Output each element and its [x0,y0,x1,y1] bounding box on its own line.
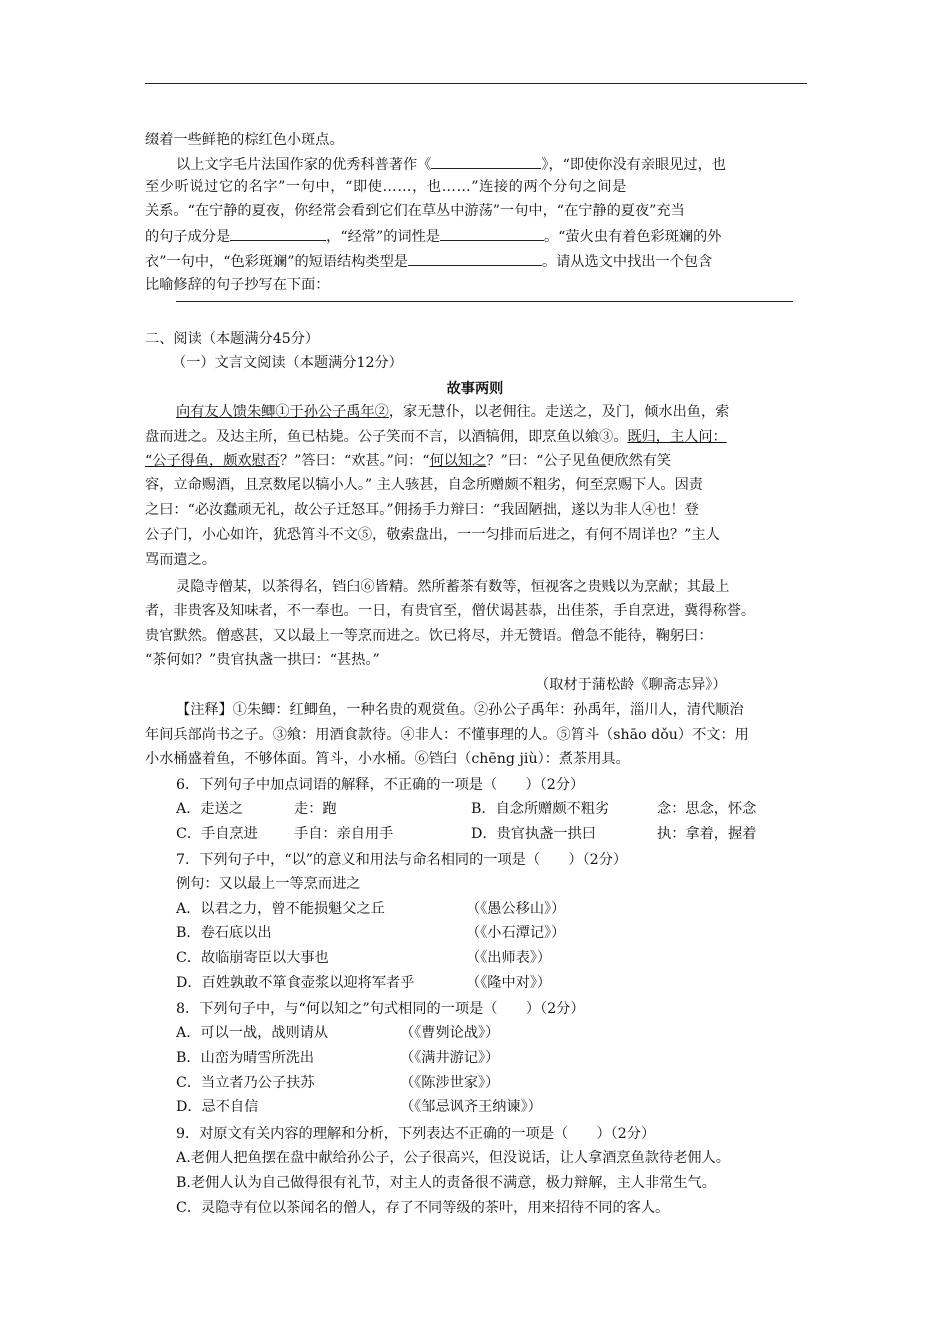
option-a[interactable]: A．走送之 [176,801,243,817]
option-c[interactable]: C．故临崩寄臣以大事也 [176,950,329,966]
option-c[interactable]: C．手自烹进 [176,826,258,842]
option-d[interactable]: D．百姓孰敢不箪食壶浆以迎将军者乎 [176,975,415,991]
passage-heading: 故事两则 [446,381,504,397]
text-line: 盘而进之。及达主所，鱼已枯毙。公子笑而不言，以酒犒佣，即烹鱼以飨③。既归，主人问： [145,429,727,445]
section-title: 二、阅读（本题满分45分） [145,331,320,347]
subsection-title: （一）文言文阅读（本题满分12分） [172,355,403,371]
option-a[interactable]: A．可以一战，战则请从 [176,1025,329,1041]
text-line: 公子门，小心如许，犹恐筲斗不文⑤，敬索盘出，一一匀排而后进之，有何不周详也？”主人 [145,527,720,543]
text-line: 比喻修辞的句子抄写在下面： [145,277,330,293]
note-line: 【注释】①朱鲫：红鲫鱼，一种名贵的观赏鱼。②孙公子禹年：孙禹年，淄川人，清代顺治 [176,702,744,718]
option-a-source: （《愚公移山》） [466,901,566,917]
source-citation: （取材于蒲松龄《聊斋志异》） [535,677,727,693]
option-b[interactable]: B．山峦为晴雪所洗出 [176,1050,315,1066]
text-line: “公子得鱼，颇欢慰否？”答曰：“欢甚。”问：“何以知之？”曰：“公子见鱼便欣然有笑 [145,453,672,469]
text-line: 之曰：“必汝蠢顽无礼，故公子迁怒耳。”佣扬手力辩曰：“我固陋拙，遂以为非人④也！登 [145,502,699,518]
option-b-source: （《满井游记》） [400,1050,500,1066]
option-c[interactable]: C．灵隐寺有位以茶闻名的僧人，存了不同等级的茶叶，用来招待不同的客人。 [176,1200,670,1216]
option-a[interactable]: A.老佣人把鱼摆在盘中献给孙公子，公子很高兴，但没说话，让人拿酒烹鱼款待老佣人。 [176,1150,730,1166]
text-line: 者，非贵客及知味者，不一奉也。一日，有贵官至，僧伏谒甚恭，出佳茶，手自烹进，冀得称誉。 [145,603,756,619]
question-stem: 8．下列句子中，与“何以知之”句式相同的一项是（ ）（2分） [176,1001,585,1017]
header-rule [145,83,807,84]
option-c-explanation: 手自：亲自用手 [294,826,394,842]
option-d-source: （《邹忌讽齐王纳谏》） [400,1099,542,1115]
note-line: 小水桶盛着鱼，不够体面。筲斗，小水桶。⑥铛臼（chēng jiù）：煮茶用具。 [145,751,630,767]
option-a-explanation: 走：跑 [294,801,337,817]
phrase-type-blank[interactable] [408,251,542,266]
text-line: 向有友人馈朱鲫①于孙公子禹年②，家无慧仆，以老佣往。走送之，及门，倾水出鱼，索 [176,404,730,420]
text-line: 的句子成分是 ，“经常”的词性是 。“萤火虫有着色彩斑斓的外 [145,226,721,247]
option-c-source: （《陈涉世家》） [400,1075,500,1091]
option-d-explanation: 执：拿着，握着 [657,826,757,842]
text-line: 关系。“在宁静的夏夜，你经常会看到它们在草丛中游荡”一句中，“在宁静的夏夜”充当 [145,203,685,219]
text-line: 骂而遣之。 [145,552,216,568]
example-sentence: 例句：又以最上一等烹而进之 [176,876,361,892]
question-stem: 6．下列句子中加点词语的解释，不正确的一项是（ ）（2分） [176,777,585,793]
question-stem: 9．对原文有关内容的理解和分析，下列表达不正确的一项是（ ）（2分） [176,1126,656,1142]
option-d[interactable]: D．贵官执盏一拱曰 [471,826,596,842]
question-stem: 7．下列句子中，“以”的意义和用法与命名相同的一项是（ ）（2分） [176,852,628,868]
text-line: 灵隐寺僧某，以茶得名，铛臼⑥皆精。然所蓄茶有数等，恒视客之贵贱以为烹献；其最上 [176,579,730,595]
option-d-source: （《隆中对》） [466,975,552,991]
note-line: 年间兵部尚书之子。③飨：用酒食款待。④非人：不懂事理的人。⑤筲斗（shāo dǒu）不文：用 [145,727,749,743]
text-line: 衣”一句中，“色彩斑斓”的短语结构类型是 。请从选文中找出一个包含 [145,251,712,272]
option-c-source: （《出师表》） [466,950,552,966]
sentence-component-blank[interactable] [230,226,326,241]
option-a[interactable]: A．以君之力，曾不能损魁父之丘 [176,901,385,917]
option-b-explanation: 念：思念，怀念 [657,801,757,817]
option-b[interactable]: B．卷石底以出 [176,925,272,941]
book-title-blank[interactable] [431,154,541,169]
option-c[interactable]: C．当立者乃公子扶苏 [176,1075,315,1091]
text-line: 容，立命赐酒，且烹数尾以犒小人。” 主人骇甚，自念所赠颇不粗劣，何至烹赐下人。因责 [145,477,703,493]
text-line: 至少听说过它的名字”一句中，“即使……，也……”连接的两个分句之间是 [145,179,627,195]
text-line: 贵官默然。僧惑甚，又以最上一等烹而进之。饮已将尽，并无赞语。僧急不能待，鞠躬曰： [145,628,713,644]
option-b-source: （《小石潭记》） [466,925,566,941]
option-a-source: （《曹刿论战》） [400,1025,500,1041]
text-line: “茶何如？”贵官执盏一拱曰：“甚热。” [145,652,380,668]
text-line: 缀着一些鲜艳的棕红色小斑点。 [145,132,344,148]
part-of-speech-blank[interactable] [440,226,544,241]
answer-line[interactable] [176,301,793,302]
text-line: 以上文字毛片法国作家的优秀科普著作《 》，“即使你没有亲眼见过，也 [176,154,726,175]
option-b[interactable]: B．自念所赠颇不粗劣 [471,801,610,817]
option-b[interactable]: B.老佣人认为自己做得很有礼节，对主人的责备很不满意，极力辩解，主人非常生气。 [176,1175,716,1191]
option-d[interactable]: D．忌不自信 [176,1099,259,1115]
